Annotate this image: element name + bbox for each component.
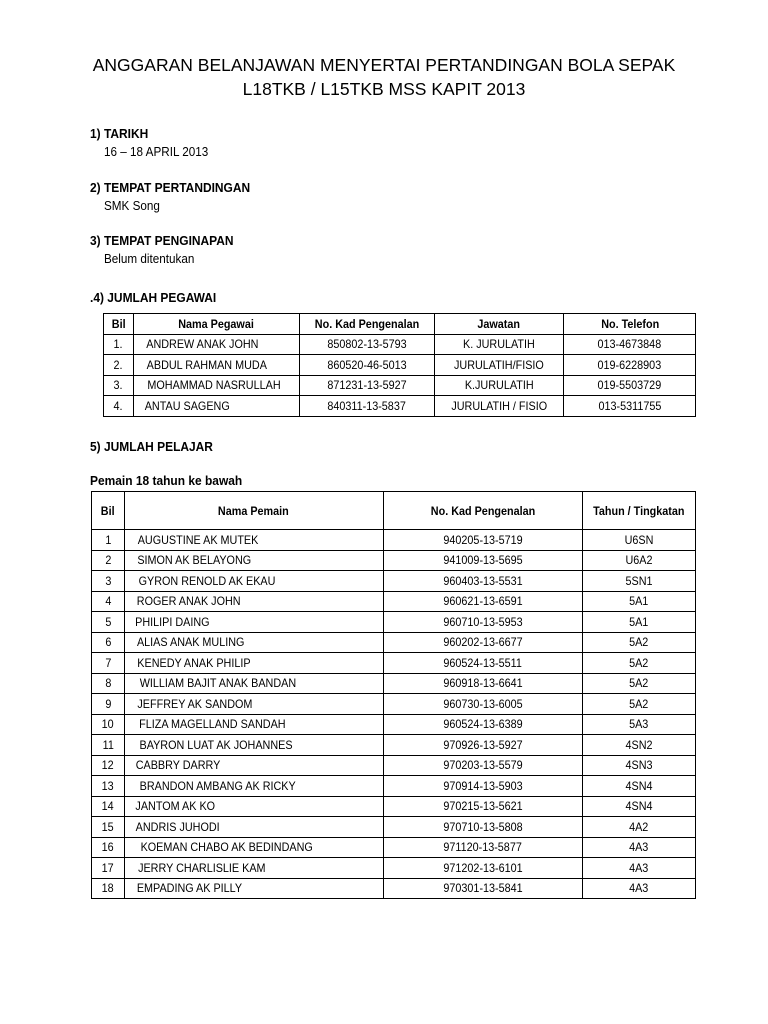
pegawai-table [103,313,696,417]
document-title-line2: L18TKB / L15TKB MSS KAPIT 2013 [242,79,526,99]
tempat-penginapan-heading: 3) TEMPAT PENGINAPAN [90,233,234,248]
pemain-subheading: Pemain 18 tahun ke bawah [90,473,243,488]
pemain-header-cell: Bil [92,492,125,530]
pegawai-header-cell: No. Telefon [564,314,696,335]
pemain-row: 13 BRANDON AMBANG AK RICKY 970914-13-5903 4SN4 [92,776,696,797]
tempat-pertandingan-heading: 2) TEMPAT PERTANDINGAN [90,180,251,195]
jumlah-pegawai-heading: .4) JUMLAH PEGAWAI [90,290,217,305]
pemain-table-header [92,492,696,530]
pegawai-row: 4. ANTAU SAGENG 840311-13-5837 JURULATIH / FISIO 013-5311755 [104,396,696,417]
pemain-row: 18 EMPADING AK PILLY 970301-13-5841 4A3 [92,878,696,899]
pemain-row: 17 JERRY CHARLISLIE KAM 971202-13-6101 4A3 [92,858,696,879]
pemain-row: 2 SIMON AK BELAYONG 941009-13-5695 U6A2 [92,550,696,571]
pemain-row: 14 JANTOM AK KO 970215-13-5621 4SN4 [92,796,696,817]
tarikh-value: 16 – 18 APRIL 2013 [104,144,209,159]
pegawai-row: 2. ABDUL RAHMAN MUDA 860520-46-5013 JURULATIH/FISIO 019-6228903 [104,355,696,376]
pegawai-row: 1. ANDREW ANAK JOHN 850802-13-5793 K. JURULATIH 013-4673848 [104,334,696,355]
pegawai-header-cell: No. Kad Pengenalan [299,314,434,335]
pemain-row: 5 PHILIPI DAING 960710-13-5953 5A1 [92,612,696,633]
pegawai-table-header [104,314,696,335]
pemain-row: 1 AUGUSTINE AK MUTEK 940205-13-5719 U6SN [92,530,696,551]
document-title-line1: ANGGARAN BELANJAWAN MENYERTAI PERTANDINGAN BOLA SEPAK [92,55,676,75]
pemain-row: 4 ROGER ANAK JOHN 960621-13-6591 5A1 [92,591,696,612]
tempat-pertandingan-value: SMK Song [104,198,160,213]
pemain-table [91,491,696,899]
pemain-row: 3 GYRON RENOLD AK EKAU 960403-13-5531 5SN1 [92,571,696,592]
pemain-row: 9 JEFFREY AK SANDOM 960730-13-6005 5A2 [92,694,696,715]
pegawai-header-cell: Jawatan [434,314,564,335]
jumlah-pelajar-heading: 5) JUMLAH PELAJAR [90,439,213,454]
pemain-header-cell: No. Kad Pengenalan [383,492,583,530]
pemain-row: 11 BAYRON LUAT AK JOHANNES 970926-13-5927 4SN2 [92,735,696,756]
pegawai-header-cell: Bil [104,314,134,335]
pemain-header-cell: Tahun / Tingkatan [583,492,696,530]
pegawai-row: 3. MOHAMMAD NASRULLAH 871231-13-5927 K.JURULATIH 019-5503729 [104,375,696,396]
pemain-row: 7 KENEDY ANAK PHILIP 960524-13-5511 5A2 [92,653,696,674]
pemain-header-cell: Nama Pemain [124,492,383,530]
tarikh-heading: 1) TARIKH [90,126,149,141]
pegawai-header-cell: Nama Pegawai [133,314,299,335]
pemain-row: 15 ANDRIS JUHODI 970710-13-5808 4A2 [92,817,696,838]
pemain-row: 16 KOEMAN CHABO AK BEDINDANG 971120-13-5877 4A3 [92,837,696,858]
pemain-row: 6 ALIAS ANAK MULING 960202-13-6677 5A2 [92,632,696,653]
tempat-penginapan-value: Belum ditentukan [104,251,195,266]
pemain-row: 12 CABBRY DARRY 970203-13-5579 4SN3 [92,755,696,776]
pemain-row: 8 WILLIAM BAJIT ANAK BANDAN 960918-13-6641 5A2 [92,673,696,694]
pemain-row: 10 FLIZA MAGELLAND SANDAH 960524-13-6389 5A3 [92,714,696,735]
